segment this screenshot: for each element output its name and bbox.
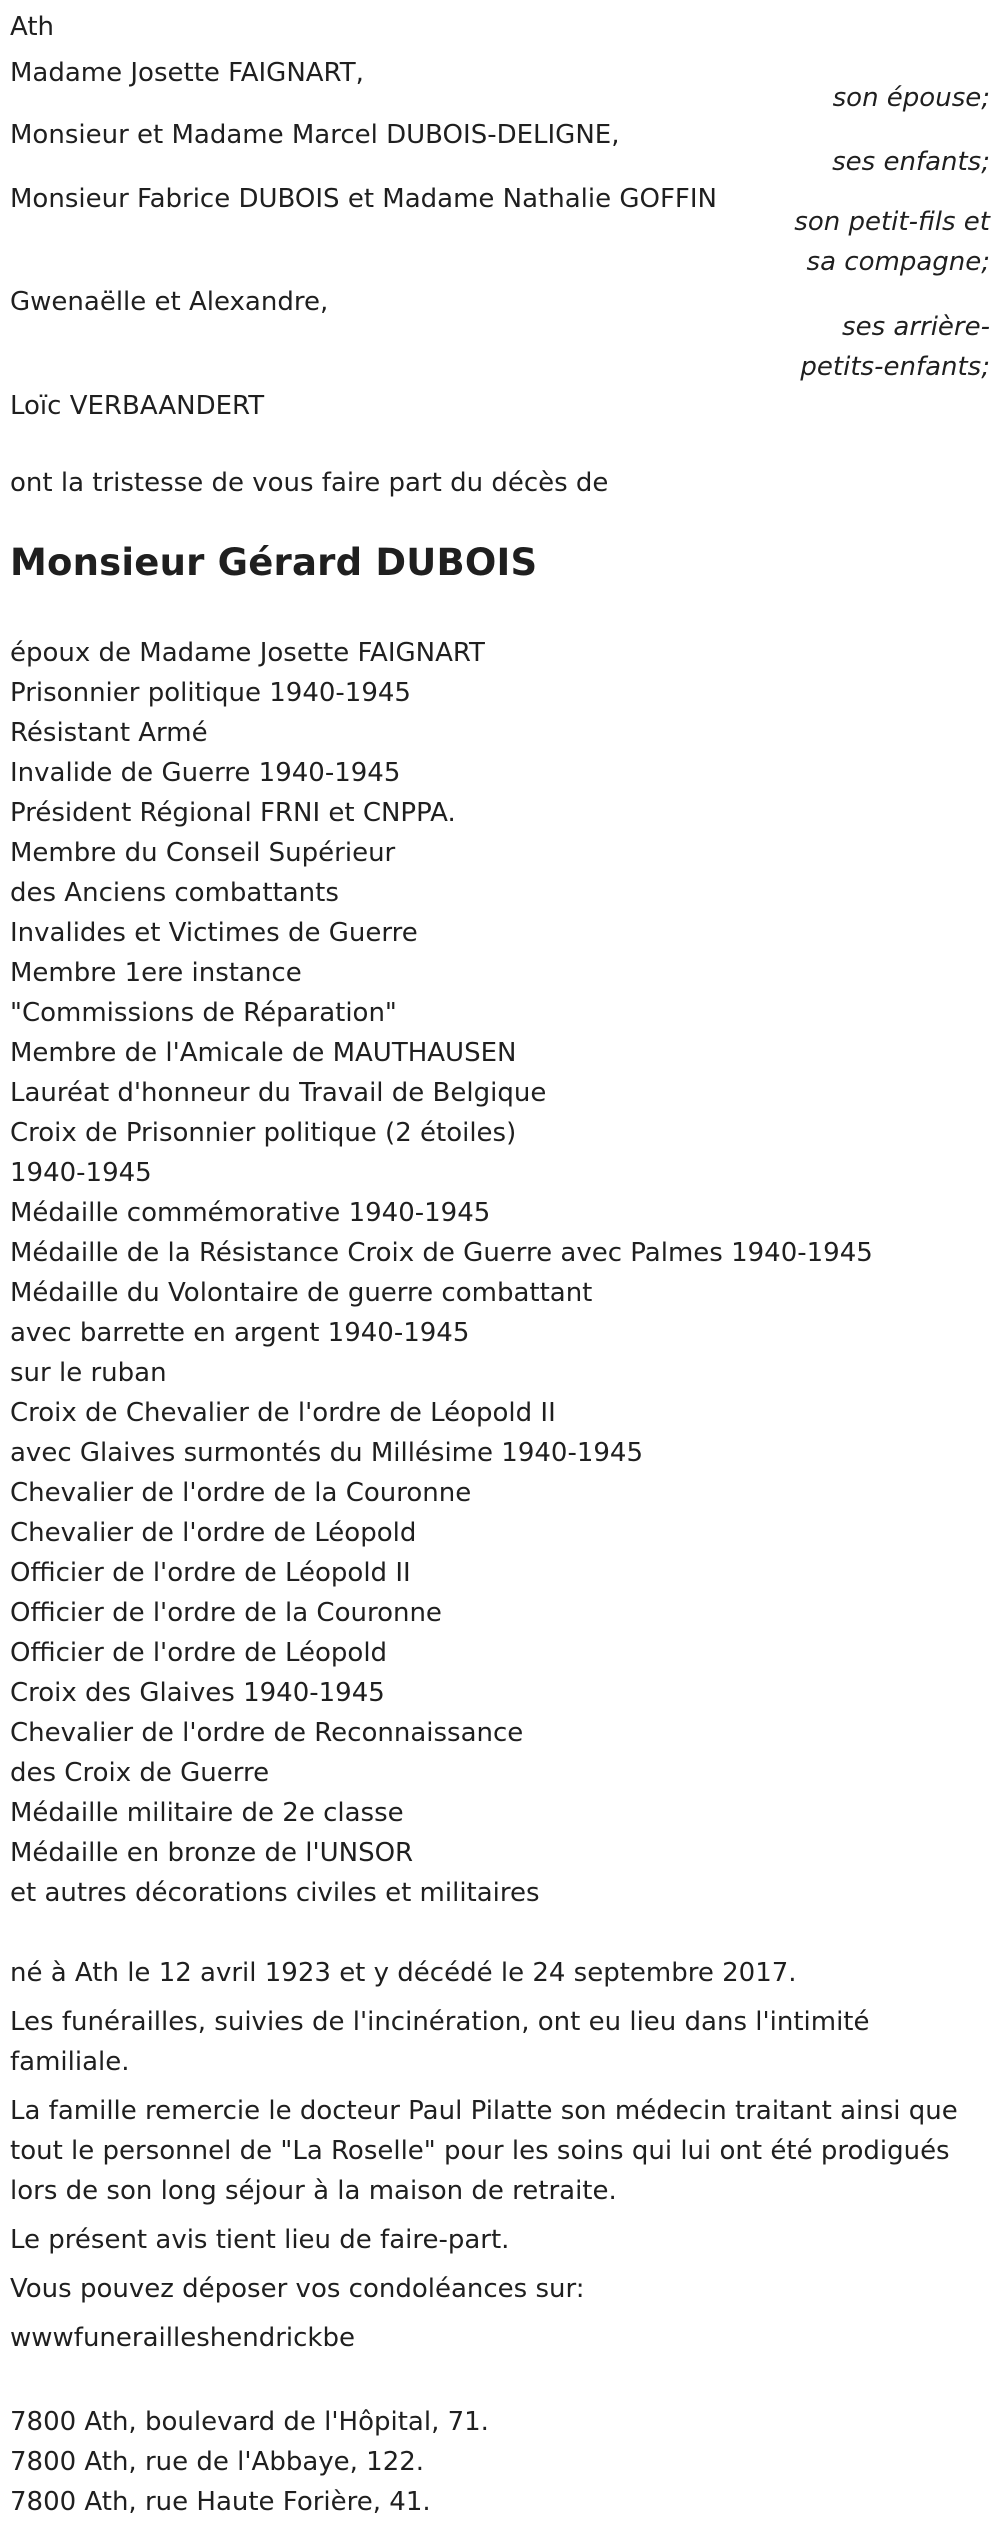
title-line: sur le ruban (10, 1358, 167, 1388)
title-line: Officier de l'ordre de Léopold II (10, 1558, 411, 1588)
title-line: des Croix de Guerre (10, 1758, 270, 1788)
title-line: avec Glaives surmontés du Millésime 1940-1945 (10, 1438, 643, 1468)
family-relation: son épouse; (832, 83, 990, 113)
family-relation: son petit-fils et sa compagne; (794, 207, 990, 277)
family-relation: ses arrière-petits-enfants; (800, 312, 990, 382)
title-line: Croix de Chevalier de l'ordre de Léopold II (10, 1398, 556, 1428)
title-line: Croix des Glaives 1940-1945 (10, 1678, 385, 1708)
title-line: Chevalier de l'ordre de la Couronne (10, 1478, 472, 1508)
title-line: des Anciens combattants (10, 878, 339, 908)
family-member-name: Loïc VERBAANDERT (10, 391, 265, 421)
title-line: Chevalier de l'ordre de Reconnaissance (10, 1718, 524, 1748)
title-line: Officier de l'ordre de la Couronne (10, 1598, 442, 1628)
notice-body (10, 1953, 995, 2367)
title-line: Invalide de Guerre 1940-1945 (10, 758, 401, 788)
title-line: Résistant Armé (10, 718, 208, 748)
address-line: 7800 Ath, boulevard de l'Hôpital, 71. (10, 2407, 489, 2437)
town-name: Ath (10, 12, 55, 42)
birth-death-paragraph: né à Ath le 12 avril 1923 et y décédé le 24 septembre 2017. (10, 1958, 797, 1988)
title-line: époux de Madame Josette FAIGNART (10, 638, 485, 668)
title-line: Officier de l'ordre de Léopold (10, 1638, 388, 1668)
funeral-paragraph: Les funérailles, suivies de l'incinération, ont eu lieu dans l'intimité familiale. (10, 2007, 870, 2077)
deceased-name: Monsieur Gérard DUBOIS (10, 541, 538, 584)
condolences-website: wwwfunerailleshendrickbe (10, 2323, 355, 2353)
title-line: Médaille en bronze de l'UNSOR (10, 1838, 414, 1868)
title-line: Croix de Prisonnier politique (2 étoiles) (10, 1118, 517, 1148)
title-line: Prisonnier politique 1940-1945 (10, 678, 411, 708)
address-line: 7800 Ath, rue Haute Forière, 41. (10, 2487, 431, 2517)
title-line: Membre de l'Amicale de MAUTHAUSEN (10, 1038, 517, 1068)
family-relation: ses enfants; (832, 147, 990, 177)
titles-list (10, 633, 873, 1913)
address-line: 7800 Ath, rue de l'Abbaye, 122. (10, 2447, 425, 2477)
thanks-paragraph: La famille remercie le docteur Paul Pilatte son médecin traitant ainsi que tout le personnel de "La Roselle" pour les soins qui lui ont été prodigués lors de son long séjour à la maison de retraite. (10, 2096, 958, 2206)
family-member-name: Madame Josette FAIGNART, (10, 58, 364, 88)
announcement-intro: ont la tristesse de vous faire part du décès de (10, 468, 609, 498)
condolences-paragraph: Vous pouvez déposer vos condoléances sur: (10, 2274, 585, 2304)
title-line: Médaille du Volontaire de guerre combattant (10, 1278, 593, 1308)
address-list (10, 2402, 489, 2522)
title-line: 1940-1945 (10, 1158, 152, 1188)
family-member-name: Gwenaëlle et Alexandre, (10, 287, 329, 317)
title-line: "Commissions de Réparation" (10, 998, 397, 1028)
title-line: Membre 1ere instance (10, 958, 302, 988)
title-line: Président Régional FRNI et CNPPA. (10, 798, 456, 828)
title-line: et autres décorations civiles et militaires (10, 1878, 540, 1908)
title-line: Lauréat d'honneur du Travail de Belgique (10, 1078, 547, 1108)
notice-paragraph: Le présent avis tient lieu de faire-part. (10, 2225, 510, 2255)
title-line: Médaille de la Résistance Croix de Guerre avec Palmes 1940-1945 (10, 1238, 873, 1268)
title-line: Invalides et Victimes de Guerre (10, 918, 418, 948)
title-line: Chevalier de l'ordre de Léopold (10, 1518, 417, 1548)
family-member-name: Monsieur et Madame Marcel DUBOIS-DELIGNE, (10, 120, 620, 150)
title-line: Médaille commémorative 1940-1945 (10, 1198, 491, 1228)
family-member-name: Monsieur Fabrice DUBOIS et Madame Nathalie GOFFIN (10, 184, 718, 214)
title-line: Médaille militaire de 2e classe (10, 1798, 404, 1828)
title-line: Membre du Conseil Supérieur (10, 838, 396, 868)
title-line: avec barrette en argent 1940-1945 (10, 1318, 470, 1348)
